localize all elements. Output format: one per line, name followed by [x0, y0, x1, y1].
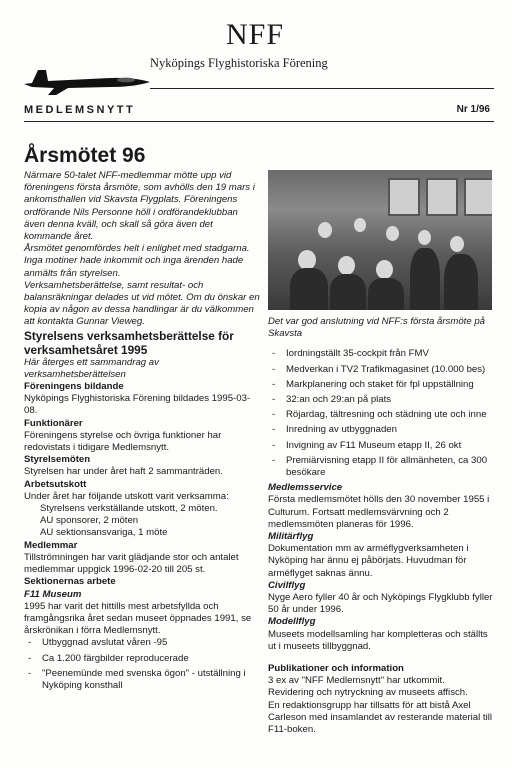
issue-number: Nr 1/96 [456, 104, 490, 115]
publications-text: 3 ex av "NFF Medlemsnytt" har utkommit. [268, 675, 445, 687]
committee-item: AU sektionsansvariga, 1 möte [40, 527, 168, 539]
section-text: Föreningens styrelse och övriga funktioner har redovistats i tidigare Medlemsnytt. [24, 429, 222, 454]
newsletter-label: MEDLEMSNYTT [24, 104, 136, 116]
masthead-title: NFF [226, 18, 285, 51]
committee-text: Under året har följande utskott varit verksamma: [24, 490, 229, 502]
list-item: - 32:an och 29:an på plats [268, 394, 494, 406]
intro-paragraph: Närmare 50-talet NFF-medlemmar mötte upp vid föreningens första årsmöte, som avhölls den 19 mars i ankomsthallen vid Skavsta Flygplats. Föreningens ordförande Nils Personne höll i ordförandeklubban även denna kväll, och skall så göra även det kommande året. [24, 170, 255, 243]
report-heading: Styrelsens verksamhetsberättelse för verksamhetsåret 1995 [24, 328, 234, 357]
list-item: - Ca 1.200 färgbilder reproducerade [24, 653, 260, 665]
report-intro: Här återges ett sammandrag av verksamhetsberättelsen [24, 356, 159, 380]
masthead-subtitle: Nyköpings Flyghistoriska Förening [150, 56, 328, 70]
masthead-rule [150, 88, 494, 89]
museum-list [24, 637, 260, 692]
list-item: - Medverkan i TV2 Trafikmagasinet (10.000 bes) [268, 364, 494, 376]
sections-heading: Sektionernas arbete [24, 576, 116, 588]
list-item: - Markplanering och staket för fpl uppställning [268, 379, 494, 391]
photo-caption: Det var god anslutning vid NFF:s första årsmöte på Skavsta [268, 316, 486, 340]
section-title: Föreningens bildande [24, 381, 124, 393]
section-title: Medlemsservice [268, 482, 343, 494]
museum-text: 1995 har varit det hittills mest arbetsfyllda och framgångsrika året sedan museet öppnades 1991, se årskrönikan i förra Medlemsnytt. [24, 600, 252, 637]
committee-item: Styrelsens verkställande utskott, 2 möten. [40, 503, 218, 515]
page-title: Årsmötet 96 [24, 144, 146, 167]
publications-text: En redaktionsgrupp har tillsatts för att bistå Axel Carleson med insamlandet av resterande material till F11-boken. [268, 699, 492, 736]
intro-paragraph: Verksamhetsberättelse, samt resultat- och balansräkningar delades ut vid mötet. Om du önskar en kopia av någon av dessa handlingar är du välkommen att kontakta Gunnar Vieweg. [24, 279, 260, 328]
museum-activities-list [268, 348, 494, 479]
list-item: - Utbyggnad avslutat våren -95 [24, 637, 260, 649]
right-column [268, 170, 494, 736]
list-item: - Invigning av F11 Museum etapp II, 26 okt [268, 440, 494, 452]
section-title: Civilflyg [268, 579, 306, 591]
header-divider [24, 121, 494, 122]
museum-title: F11 Museum [24, 588, 82, 600]
section-text: Styrelsen har under året haft 2 sammanträden. [24, 466, 223, 478]
section-text: Första medlemsmötet hölls den 30 november 1955 i Culturum. Fortsatt medlemsvärvning och 2 medlemsmöten planeras för 1996. [268, 494, 490, 530]
section-text: Nyge Aero fyller 40 år och Nyköpings Flygklubb fyller 50 år under 1996. [268, 592, 493, 616]
section-title: Styrelsemöten [24, 454, 91, 466]
section-text: Museets modellsamling har kompletteras och ställts ut i museets tillbyggnad. [268, 628, 488, 652]
meeting-photo [268, 170, 492, 310]
committee-item: AU sponsorer, 2 möten [40, 515, 139, 527]
list-item: - Röjardag, tältresning och städning ute och inne [268, 409, 494, 421]
list-item: - "Peenemünde med svenska ögon" - utställning i Nyköping konsthall [24, 668, 260, 692]
members-text: Tillströmningen har varit glädjande stor och antalet medlemmar uppgick 1996-02-20 till 205 st. [24, 551, 239, 576]
publications-title: Publikationer och information [268, 663, 404, 675]
section-text: Dokumentation mm av arméflygverksamheten i Nyköping har ännu ej påbörjats. Huvudman för arméflyget saknas ännu. [268, 543, 469, 579]
jet-aircraft-icon [22, 64, 152, 98]
section-title: Funktionärer [24, 417, 83, 429]
list-item: - Premiärvisning etapp II för allmänheten, ca 300 besökare [268, 455, 494, 479]
members-title: Medlemmar [24, 539, 78, 551]
intro-paragraph: Årsmötet genomfördes helt i enlighet med stadgarna. Inga motiner hade inkommit och inga ärenden hade anmälts från styrelsen. [24, 243, 250, 279]
left-column [24, 170, 260, 695]
list-item: - Iordningställt 35-cockpit från FMV [268, 348, 494, 360]
publications-text: Revidering och nytryckning av museets affisch. [268, 687, 468, 699]
section-text: Nyköpings Flyghistoriska Förening bildades 1995-03-08. [24, 393, 251, 417]
section-title: Militärflyg [268, 531, 314, 543]
committee-title: Arbetsutskott [24, 478, 87, 490]
list-item: - Inredning av utbyggnaden [268, 424, 494, 436]
section-title: Modellflyg [268, 616, 316, 628]
